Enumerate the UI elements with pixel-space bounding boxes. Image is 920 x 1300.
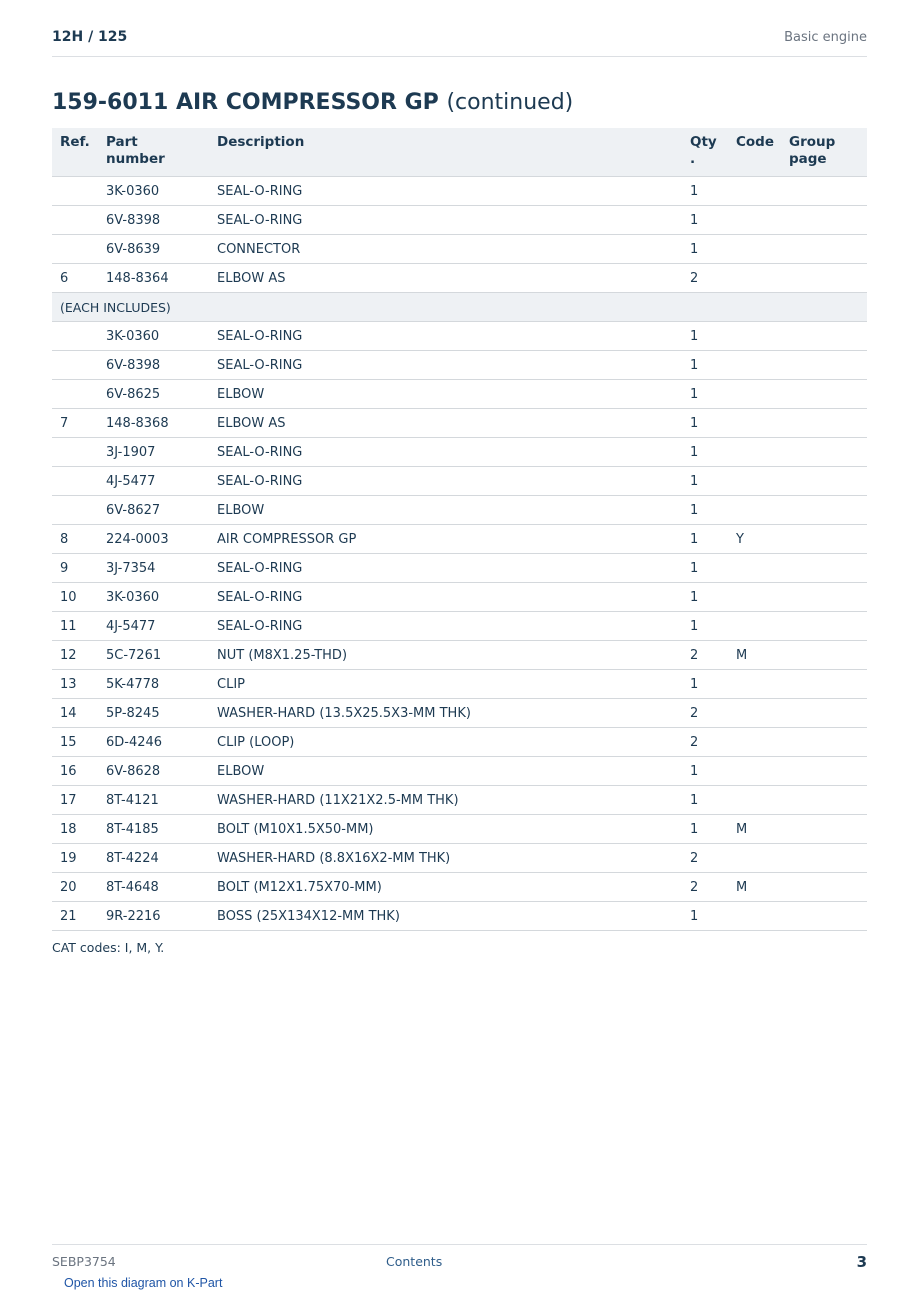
cell-ref [52, 322, 98, 351]
page-title [52, 89, 573, 117]
cell-description: WASHER-HARD (8.8X16X2-MM THK) [209, 844, 682, 873]
column-header-qty [682, 128, 728, 177]
cell-part-number: 148-8368 [98, 409, 209, 438]
cell-code: M [728, 815, 781, 844]
cell-group-page [781, 235, 867, 264]
table-row [52, 264, 867, 293]
cell-qty: 1 [682, 670, 728, 699]
cell-part-number: 3J-7354 [98, 554, 209, 583]
cell-part-number: 8T-4121 [98, 786, 209, 815]
cell-part-number: 4J-5477 [98, 612, 209, 641]
cell-ref: 9 [52, 554, 98, 583]
cell-description: BOLT (M10X1.5X50-MM) [209, 815, 682, 844]
cell-description: SEAL-O-RING [209, 467, 682, 496]
table-row [52, 728, 867, 757]
cell-qty: 1 [682, 554, 728, 583]
cell-code [728, 670, 781, 699]
cell-ref [52, 438, 98, 467]
cell-part-number: 6V-8398 [98, 351, 209, 380]
cell-code [728, 496, 781, 525]
cell-qty: 1 [682, 786, 728, 815]
cell-ref: 11 [52, 612, 98, 641]
cell-part-number: 6V-8628 [98, 757, 209, 786]
cell-description: WASHER-HARD (13.5X25.5X3-MM THK) [209, 699, 682, 728]
column-header-code: Code [728, 128, 781, 177]
cell-code [728, 757, 781, 786]
cell-code [728, 235, 781, 264]
page-indicator: 12H / 125 [52, 29, 128, 45]
table-row [52, 351, 867, 380]
cell-description: SEAL-O-RING [209, 177, 682, 206]
title-main: 159-6011 AIR COMPRESSOR GP [52, 90, 439, 115]
cell-group-page [781, 525, 867, 554]
cell-code: Y [728, 525, 781, 554]
cell-group-page [781, 873, 867, 902]
cell-ref: 15 [52, 728, 98, 757]
cell-part-number: 4J-5477 [98, 467, 209, 496]
cell-ref: 21 [52, 902, 98, 931]
cell-description: WASHER-HARD (11X21X2.5-MM THK) [209, 786, 682, 815]
cell-part-number: 148-8364 [98, 264, 209, 293]
cell-description: SEAL-O-RING [209, 612, 682, 641]
table-row [52, 409, 867, 438]
cell-qty: 1 [682, 902, 728, 931]
cell-part-number: 6V-8625 [98, 380, 209, 409]
cell-part-number: 8T-4224 [98, 844, 209, 873]
page-footer [52, 1244, 867, 1271]
cell-ref: 20 [52, 873, 98, 902]
cell-qty: 1 [682, 206, 728, 235]
cell-part-number: 6D-4246 [98, 728, 209, 757]
cell-group-page [781, 438, 867, 467]
page-header [52, 28, 867, 57]
table-row [52, 844, 867, 873]
column-header-group-page [781, 128, 867, 177]
cell-ref: 7 [52, 409, 98, 438]
cell-part-number: 6V-8639 [98, 235, 209, 264]
cell-qty: 2 [682, 728, 728, 757]
cell-description: CONNECTOR [209, 235, 682, 264]
cell-description: ELBOW AS [209, 264, 682, 293]
cell-group-page [781, 264, 867, 293]
cell-ref [52, 467, 98, 496]
cell-qty: 1 [682, 351, 728, 380]
table-row [52, 235, 867, 264]
cell-code: M [728, 873, 781, 902]
parts-table-body [52, 177, 867, 931]
cell-description: BOLT (M12X1.75X70-MM) [209, 873, 682, 902]
cell-ref: 18 [52, 815, 98, 844]
table-row [52, 757, 867, 786]
table-row [52, 322, 867, 351]
cell-description: NUT (M8X1.25-THD) [209, 641, 682, 670]
title-continued: (continued) [446, 90, 574, 115]
table-row [52, 438, 867, 467]
section-label: (EACH INCLUDES) [52, 293, 867, 322]
table-row [52, 177, 867, 206]
group-header-line2: page [789, 151, 827, 167]
cell-qty: 1 [682, 467, 728, 496]
cell-description: SEAL-O-RING [209, 351, 682, 380]
cell-code [728, 177, 781, 206]
cell-qty: 2 [682, 844, 728, 873]
cell-description: ELBOW [209, 757, 682, 786]
table-row [52, 670, 867, 699]
cell-part-number: 224-0003 [98, 525, 209, 554]
parts-table [52, 128, 867, 931]
cell-qty: 1 [682, 438, 728, 467]
cell-part-number: 3K-0360 [98, 322, 209, 351]
cell-group-page [781, 641, 867, 670]
cell-qty: 2 [682, 264, 728, 293]
section-name: Basic engine [784, 30, 867, 45]
cell-group-page [781, 670, 867, 699]
cell-ref [52, 496, 98, 525]
cell-part-number: 3K-0360 [98, 583, 209, 612]
cell-group-page [781, 757, 867, 786]
cell-code [728, 467, 781, 496]
cell-description: SEAL-O-RING [209, 322, 682, 351]
cell-code [728, 583, 781, 612]
cell-code [728, 351, 781, 380]
cell-part-number: 6V-8627 [98, 496, 209, 525]
cell-description: BOSS (25X134X12-MM THK) [209, 902, 682, 931]
cell-part-number: 8T-4648 [98, 873, 209, 902]
contents-link[interactable]: Contents [386, 1254, 443, 1269]
table-row [52, 815, 867, 844]
cell-part-number: 5K-4778 [98, 670, 209, 699]
cell-code [728, 612, 781, 641]
cell-ref: 8 [52, 525, 98, 554]
cell-description: ELBOW AS [209, 409, 682, 438]
cell-qty: 2 [682, 641, 728, 670]
cell-code [728, 264, 781, 293]
document-id: SEBP3754 [52, 1254, 116, 1269]
table-row [52, 525, 867, 554]
cell-description: CLIP (LOOP) [209, 728, 682, 757]
open-kpart-link[interactable]: Open this diagram on K-Part [64, 1276, 223, 1290]
cell-group-page [781, 467, 867, 496]
cell-ref: 19 [52, 844, 98, 873]
cell-group-page [781, 322, 867, 351]
column-header-description: Description [209, 128, 682, 177]
cell-qty: 1 [682, 496, 728, 525]
cell-group-page [781, 554, 867, 583]
cell-description: ELBOW [209, 496, 682, 525]
cell-description: SEAL-O-RING [209, 438, 682, 467]
cell-group-page [781, 902, 867, 931]
cell-ref: 12 [52, 641, 98, 670]
cell-code [728, 409, 781, 438]
cell-part-number: 5P-8245 [98, 699, 209, 728]
cell-part-number: 9R-2216 [98, 902, 209, 931]
cell-ref: 10 [52, 583, 98, 612]
cell-qty: 1 [682, 583, 728, 612]
cell-qty: 2 [682, 873, 728, 902]
cell-group-page [781, 351, 867, 380]
cell-qty: 1 [682, 177, 728, 206]
cell-code [728, 844, 781, 873]
cell-group-page [781, 786, 867, 815]
page-number: 3 [856, 1253, 867, 1271]
cell-code [728, 554, 781, 583]
table-row [52, 786, 867, 815]
cell-group-page [781, 815, 867, 844]
table-row [52, 206, 867, 235]
cell-code [728, 728, 781, 757]
cell-description: SEAL-O-RING [209, 583, 682, 612]
table-row [52, 554, 867, 583]
table-row [52, 612, 867, 641]
cell-ref: 14 [52, 699, 98, 728]
cell-code [728, 438, 781, 467]
cell-part-number: 3J-1907 [98, 438, 209, 467]
cell-group-page [781, 844, 867, 873]
table-row [52, 467, 867, 496]
cell-qty: 2 [682, 699, 728, 728]
cell-group-page [781, 583, 867, 612]
cell-ref: 17 [52, 786, 98, 815]
cell-group-page [781, 496, 867, 525]
table-row [52, 873, 867, 902]
cell-code [728, 902, 781, 931]
cell-code [728, 380, 781, 409]
cell-description: SEAL-O-RING [209, 554, 682, 583]
cell-group-page [781, 612, 867, 641]
cell-part-number: 5C-7261 [98, 641, 209, 670]
cell-code [728, 322, 781, 351]
cell-qty: 1 [682, 757, 728, 786]
cell-code: M [728, 641, 781, 670]
cell-group-page [781, 206, 867, 235]
table-row [52, 583, 867, 612]
cell-qty: 1 [682, 322, 728, 351]
cell-qty: 1 [682, 380, 728, 409]
cell-group-page [781, 728, 867, 757]
cell-ref: 16 [52, 757, 98, 786]
cell-ref [52, 380, 98, 409]
cell-description: CLIP [209, 670, 682, 699]
cell-qty: 1 [682, 409, 728, 438]
cat-codes-note: CAT codes: I, M, Y. [52, 940, 165, 955]
table-row [52, 496, 867, 525]
cell-ref: 13 [52, 670, 98, 699]
table-row [52, 902, 867, 931]
cell-qty: 1 [682, 815, 728, 844]
cell-description: SEAL-O-RING [209, 206, 682, 235]
cell-ref [52, 177, 98, 206]
cell-qty: 1 [682, 612, 728, 641]
table-row [52, 380, 867, 409]
column-header-part-number: Part number [98, 128, 209, 177]
cell-group-page [781, 177, 867, 206]
cell-group-page [781, 409, 867, 438]
cell-qty: 1 [682, 525, 728, 554]
cell-ref [52, 235, 98, 264]
cell-ref [52, 206, 98, 235]
cell-description: ELBOW [209, 380, 682, 409]
cell-group-page [781, 380, 867, 409]
cell-qty: 1 [682, 235, 728, 264]
table-row [52, 641, 867, 670]
cell-ref [52, 351, 98, 380]
table-row [52, 699, 867, 728]
cell-description: AIR COMPRESSOR GP [209, 525, 682, 554]
section-row [52, 293, 867, 322]
cell-part-number: 6V-8398 [98, 206, 209, 235]
cell-code [728, 699, 781, 728]
cell-part-number: 8T-4185 [98, 815, 209, 844]
qty-header-line1: Qty [690, 134, 717, 150]
group-header-line1: Group [789, 134, 836, 150]
cell-part-number: 3K-0360 [98, 177, 209, 206]
cell-ref: 6 [52, 264, 98, 293]
cell-code [728, 786, 781, 815]
qty-header-line2: . [690, 151, 696, 167]
table-header-row [52, 128, 867, 177]
column-header-ref: Ref. [52, 128, 98, 177]
cell-code [728, 206, 781, 235]
cell-group-page [781, 699, 867, 728]
